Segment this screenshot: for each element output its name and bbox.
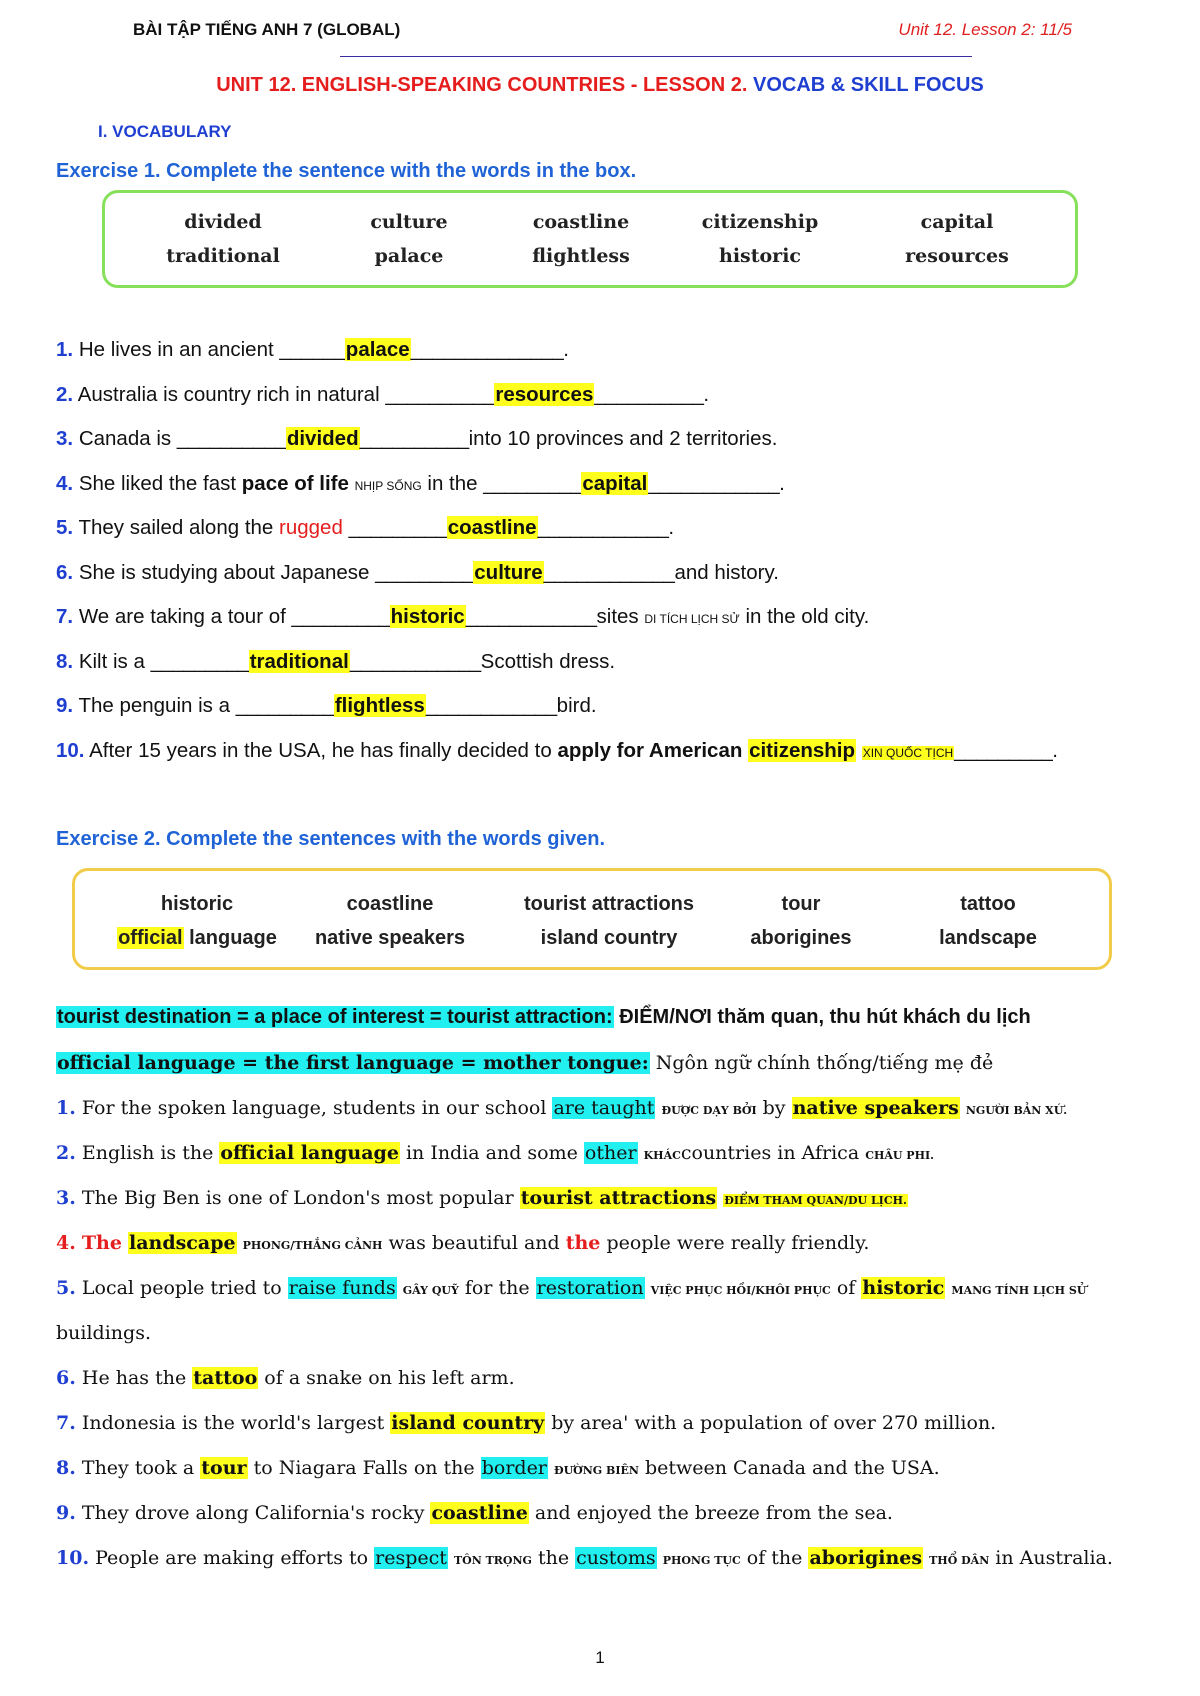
word-box-item: capital [920, 211, 994, 233]
word-box-item: historic [160, 893, 234, 915]
exercise-1-item-3: 3. Canada is __________divided__________into 10 provinces and 2 territories. [56, 427, 778, 450]
exercise-1-item-10: 10. After 15 years in the USA, he has finally decided to apply for American citizenship XIN QUỐC TỊCH_________. [56, 739, 1058, 762]
word-box-item: culture [370, 211, 448, 233]
definition-tourist-destination: tourist destination = a place of interest = tourist attraction: ĐIỂM/NƠI thăm quan, thu hút khách du lịch [57, 1006, 1031, 1028]
exercise-2-item-7: 7. Indonesia is the world's largest island country by area' with a population of over 270 million. [56, 1412, 997, 1434]
header-left: BÀI TẬP TIẾNG ANH 7 (GLOBAL) [133, 20, 401, 39]
header-rule [340, 56, 972, 57]
page-title [0, 74, 1200, 97]
exercise-1-item-7: 7. We are taking a tour of _________historic____________sites DI TÍCH LỊCH SỬ in the old city. [56, 605, 870, 628]
exercise-1-item-5: 5. They sailed along the rugged _________coastline____________. [56, 516, 675, 539]
exercise-1-word-box [102, 190, 1078, 288]
exercise-1-item-1: 1. He lives in an ancient ______palace______________. [56, 338, 569, 361]
exercise-1-item-2: 2. Australia is country rich in natural __________resources__________. [56, 383, 710, 406]
exercise-2-item-2: 2. English is the official language in India and some other KHÁCcountries in Africa CHÂU PHI. [56, 1142, 934, 1164]
exercise-1-heading: Exercise 1. Complete the sentence with the words in the box. [56, 160, 637, 182]
exercise-1-item-9: 9. The penguin is a _________flightless____________bird. [56, 694, 597, 717]
section-heading: I. VOCABULARY [98, 122, 232, 141]
page-number: 1 [595, 1648, 605, 1667]
answer-highlight: divided [286, 427, 359, 450]
exercise-2-word-box [72, 868, 1112, 970]
answer-highlight: citizenship [749, 739, 856, 762]
title-part-2: VOCAB & SKILL FOCUS [752, 74, 984, 96]
word-box-item: traditional [166, 245, 280, 267]
exercise-2-item-6: 6. He has the tattoo of a snake on his left arm. [56, 1367, 515, 1389]
word-box-item: official language [118, 927, 277, 949]
word-box-item: coastline [346, 893, 434, 915]
exercise-2-item-5-continued: buildings. [56, 1322, 151, 1344]
word-box-item: divided [184, 211, 262, 233]
answer-highlight: resources [495, 383, 594, 406]
word-box-item: coastline [532, 211, 630, 233]
word-box-item: resources [905, 245, 1009, 267]
word-box-item: tour [781, 893, 821, 915]
exercise-1-item-6: 6. She is studying about Japanese _________culture____________and history. [56, 561, 779, 584]
exercise-1-item-8: 8. Kilt is a _________traditional____________Scottish dress. [56, 650, 616, 673]
exercise-1-item-4: 4. She liked the fast pace of life NHỊP SỐNG in the _________capital____________. [56, 472, 785, 495]
word-box-item: historic [719, 245, 801, 267]
answer-highlight: culture [474, 561, 543, 584]
exercise-2-item-8: 8. They took a tour to Niagara Falls on the border ĐƯỜNG BIÊN between Canada and the USA. [56, 1457, 940, 1479]
exercise-2-item-3: 3. The Big Ben is one of London's most popular tourist attractions ĐIỂM THAM QUAN/DU LỊCH. [56, 1187, 907, 1209]
exercise-2-heading: Exercise 2. Complete the sentences with the words given. [56, 828, 606, 850]
word-box-item: flightless [532, 245, 630, 267]
answer-highlight: flightless [334, 694, 425, 717]
word-box-item: citizenship [701, 211, 819, 233]
answer-highlight: traditional [249, 650, 349, 673]
answer-highlight: palace [345, 338, 410, 361]
exercise-2-item-10: 10. People are making efforts to respect TÔN TRỌNG the customs PHONG TỤC of the aborigines THỔ DÂN in Australia. [56, 1547, 1113, 1569]
exercise-2-item-4: 4. The landscape PHONG/THẮNG CẢNH was beautiful and the people were really friendly. [56, 1232, 870, 1254]
exercise-2-item-9: 9. They drove along California's rocky coastline and enjoyed the breeze from the sea. [56, 1502, 893, 1524]
answer-highlight: historic [390, 605, 465, 628]
definition-official-language: official language = the first language = mother tongue: Ngôn ngữ chính thống/tiếng mẹ đẻ [57, 1052, 994, 1074]
answer-highlight: capital [582, 472, 648, 495]
word-box-item: aborigines [750, 927, 852, 949]
word-box-item: island country [540, 927, 678, 949]
exercise-2-item-1: 1. For the spoken language, students in our school are taught ĐƯỢC DẠY BỞI by native speakers NGƯỜI BẢN XỨ. [56, 1097, 1068, 1119]
header-right: Unit 12. Lesson 2: 11/5 [898, 20, 1072, 39]
word-box-item: tattoo [960, 893, 1016, 915]
word-box-item: native speakers [314, 927, 466, 949]
exercise-2-item-5: 5. Local people tried to raise funds GÂY QUỸ for the restoration VIỆC PHỤC HỒI/KHÔI PHỤC of historic MANG TÍNH LỊCH SỬ [56, 1277, 1087, 1299]
word-box-item: landscape [939, 927, 1037, 949]
word-box-item: tourist attractions [523, 893, 695, 915]
answer-highlight: coastline [447, 516, 537, 539]
title-part-1: UNIT 12. ENGLISH-SPEAKING COUNTRIES - LESSON 2. [216, 74, 753, 96]
word-box-item: palace [374, 245, 444, 267]
